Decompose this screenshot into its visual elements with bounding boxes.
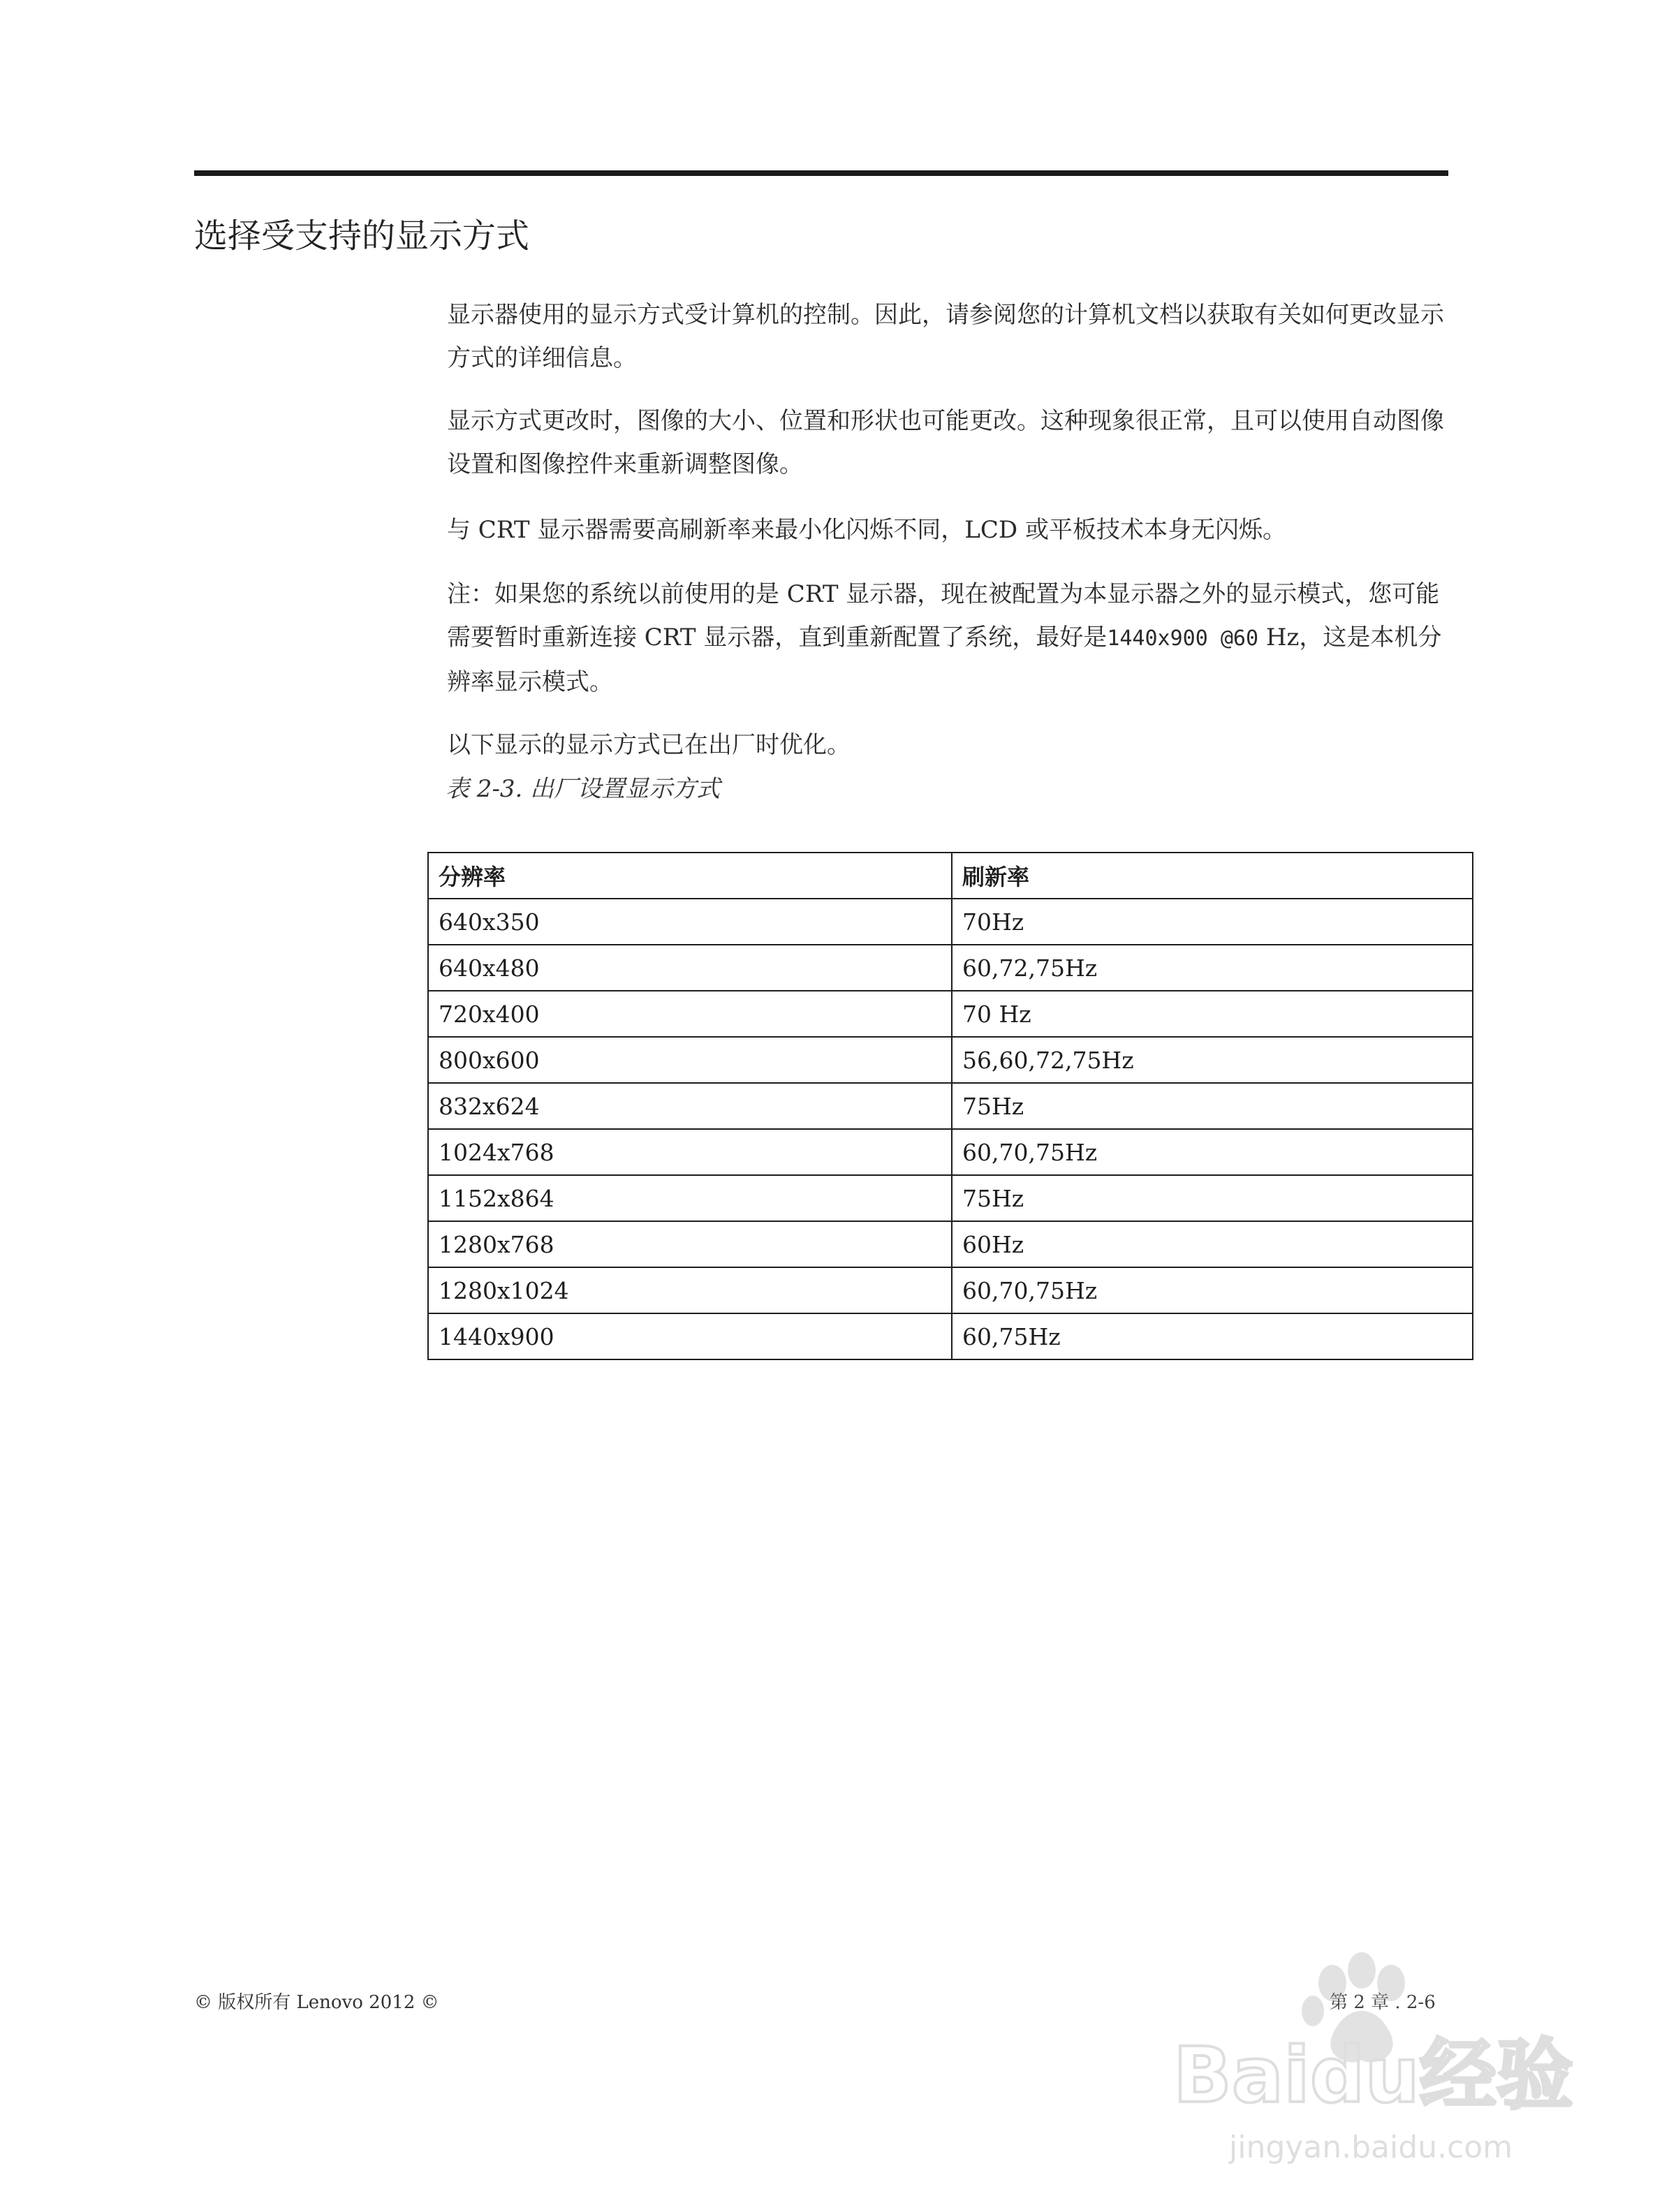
note-text-part1: 注：如果您的系统以前使用的是 CRT 显示器，现在被配置为本显示器之外的显示模式，您可能需要暂时重新连接 CRT 显示器，直到重新配置了系统，最好是 [447, 580, 1440, 651]
top-rule [194, 170, 1448, 176]
table-row [428, 1221, 1473, 1267]
display-modes-table [427, 852, 1473, 1360]
table-row [428, 899, 1473, 945]
refresh-rate-cell: 75Hz [952, 1083, 1473, 1129]
table-row [428, 991, 1473, 1037]
header-refresh-rate: 刷新率 [952, 853, 1473, 899]
refresh-rate-cell: 70Hz [952, 899, 1473, 945]
table-row [428, 1175, 1473, 1221]
resolution-cell: 1024x768 [428, 1129, 952, 1175]
table-header-row [428, 853, 1473, 899]
header-resolution: 分辨率 [428, 853, 952, 899]
table-row [428, 1129, 1473, 1175]
refresh-rate-cell: 56,60,72,75Hz [952, 1037, 1473, 1083]
resolution-cell: 640x480 [428, 945, 952, 991]
paragraph-note [447, 573, 1453, 704]
resolution-cell: 720x400 [428, 991, 952, 1037]
paragraph-factory-modes: 以下显示的显示方式已在出厂时优化。 [447, 731, 851, 759]
resolution-cell: 1280x768 [428, 1221, 952, 1267]
paragraph-image-adjust: 显示方式更改时，图像的大小、位置和形状也可能更改。这种现象很正常，且可以使用自动图像设置和图像控件来重新调整图像。 [447, 407, 1444, 478]
table-row [428, 1083, 1473, 1129]
note-text-part2: Hz，这是本机分辨率显示模式。 [447, 624, 1442, 696]
refresh-rate-cell: 60,70,75Hz [952, 1267, 1473, 1313]
refresh-rate-cell: 60Hz [952, 1221, 1473, 1267]
refresh-rate-cell: 75Hz [952, 1175, 1473, 1221]
table-row [428, 1267, 1473, 1313]
watermark-brand-text: Baidu经验 [1173, 2030, 1573, 2120]
paragraph-display-control: 显示器使用的显示方式受计算机的控制。因此，请参阅您的计算机文档以获取有关如何更改显示方式的详细信息。 [447, 301, 1444, 372]
section-title: 选择受支持的显示方式 [194, 216, 530, 256]
resolution-cell: 1152x864 [428, 1175, 952, 1221]
refresh-rate-cell: 70 Hz [952, 991, 1473, 1037]
resolution-cell: 1280x1024 [428, 1267, 952, 1313]
baidu-watermark-logo [1159, 1927, 1578, 2178]
resolution-cell: 640x350 [428, 899, 952, 945]
resolution-cell: 800x600 [428, 1037, 952, 1083]
refresh-rate-cell: 60,70,75Hz [952, 1129, 1473, 1175]
paragraph-flicker: 与 CRT 显示器需要高刷新率来最小化闪烁不同，LCD 或平板技术本身无闪烁。 [447, 516, 1286, 544]
footer-page-number: 第 2 章 . 2-6 [1330, 1992, 1436, 2013]
note-native-mode: 1440x900 @60 [1107, 626, 1259, 651]
resolution-cell: 1440x900 [428, 1313, 952, 1359]
watermark-url-text: jingyan.baidu.com [1229, 2130, 1513, 2165]
resolution-cell: 832x624 [428, 1083, 952, 1129]
refresh-rate-cell: 60,75Hz [952, 1313, 1473, 1359]
footer-copyright: © 版权所有 Lenovo 2012 © [194, 1992, 439, 2013]
table-row [428, 1037, 1473, 1083]
table-caption: 表 2-3. 出厂设置显示方式 [446, 775, 721, 803]
table-row [428, 945, 1473, 991]
table-row [428, 1313, 1473, 1359]
refresh-rate-cell: 60,72,75Hz [952, 945, 1473, 991]
